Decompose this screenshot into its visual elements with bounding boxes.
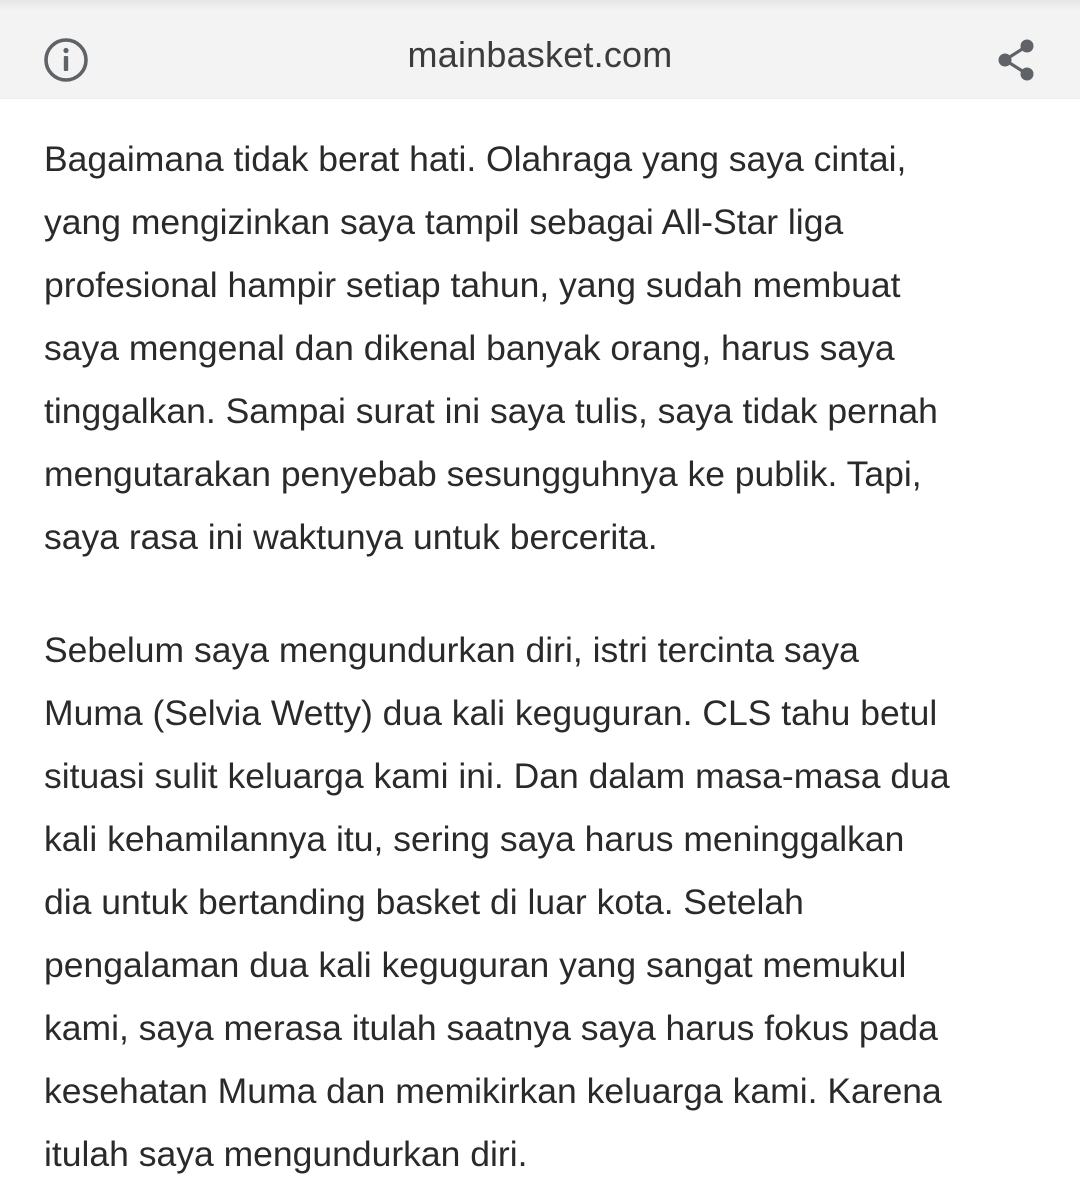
article-paragraph-2 [44,619,1054,1186]
article-body [44,128,1054,1191]
url-domain[interactable]: mainbasket.com [407,34,673,75]
info-icon [42,36,90,84]
text-line: yang mengizinkan saya tampil sebagai All-Star liga [44,202,844,242]
text-line: dia untuk bertanding basket di luar kota. Setelah [44,882,804,922]
text-line: Sebelum saya mengundurkan diri, istri tercinta saya [44,630,859,670]
text-line: Muma (Selvia Wetty) dua kali keguguran. CLS tahu betul [44,693,938,733]
text-line: kali kehamilannya itu, sering saya harus meninggalkan [44,819,905,859]
text-line: saya mengenal dan dikenal banyak orang, harus saya [44,328,895,368]
site-info-button[interactable] [38,32,94,88]
text-line: tinggalkan. Sampai surat ini saya tulis, saya tidak pernah [44,391,938,431]
text-line: saya rasa ini waktunya untuk bercerita. [44,517,658,557]
text-line: kesehatan Muma dan memikirkan keluarga kami. Karena [44,1071,942,1111]
status-bar-shadow [0,0,1080,10]
text-line: situasi sulit keluarga kami ini. Dan dalam masa-masa dua [44,756,950,796]
text-line: mengutarakan penyebab sesungguhnya ke publik. Tapi, [44,454,922,494]
text-line: profesional hampir setiap tahun, yang sudah membuat [44,265,901,305]
text-line: pengalaman dua kali keguguran yang sangat memukul [44,945,907,985]
text-line: Bagaimana tidak berat hati. Olahraga yang saya cintai, [44,139,907,179]
text-line: itulah saya mengundurkan diri. [44,1134,528,1174]
url-toolbar [0,10,1080,98]
text-line: kami, saya merasa itulah saatnya saya harus fokus pada [44,1008,938,1048]
article-paragraph-1 [44,128,1054,569]
share-button[interactable] [988,32,1044,88]
share-icon [994,36,1038,84]
